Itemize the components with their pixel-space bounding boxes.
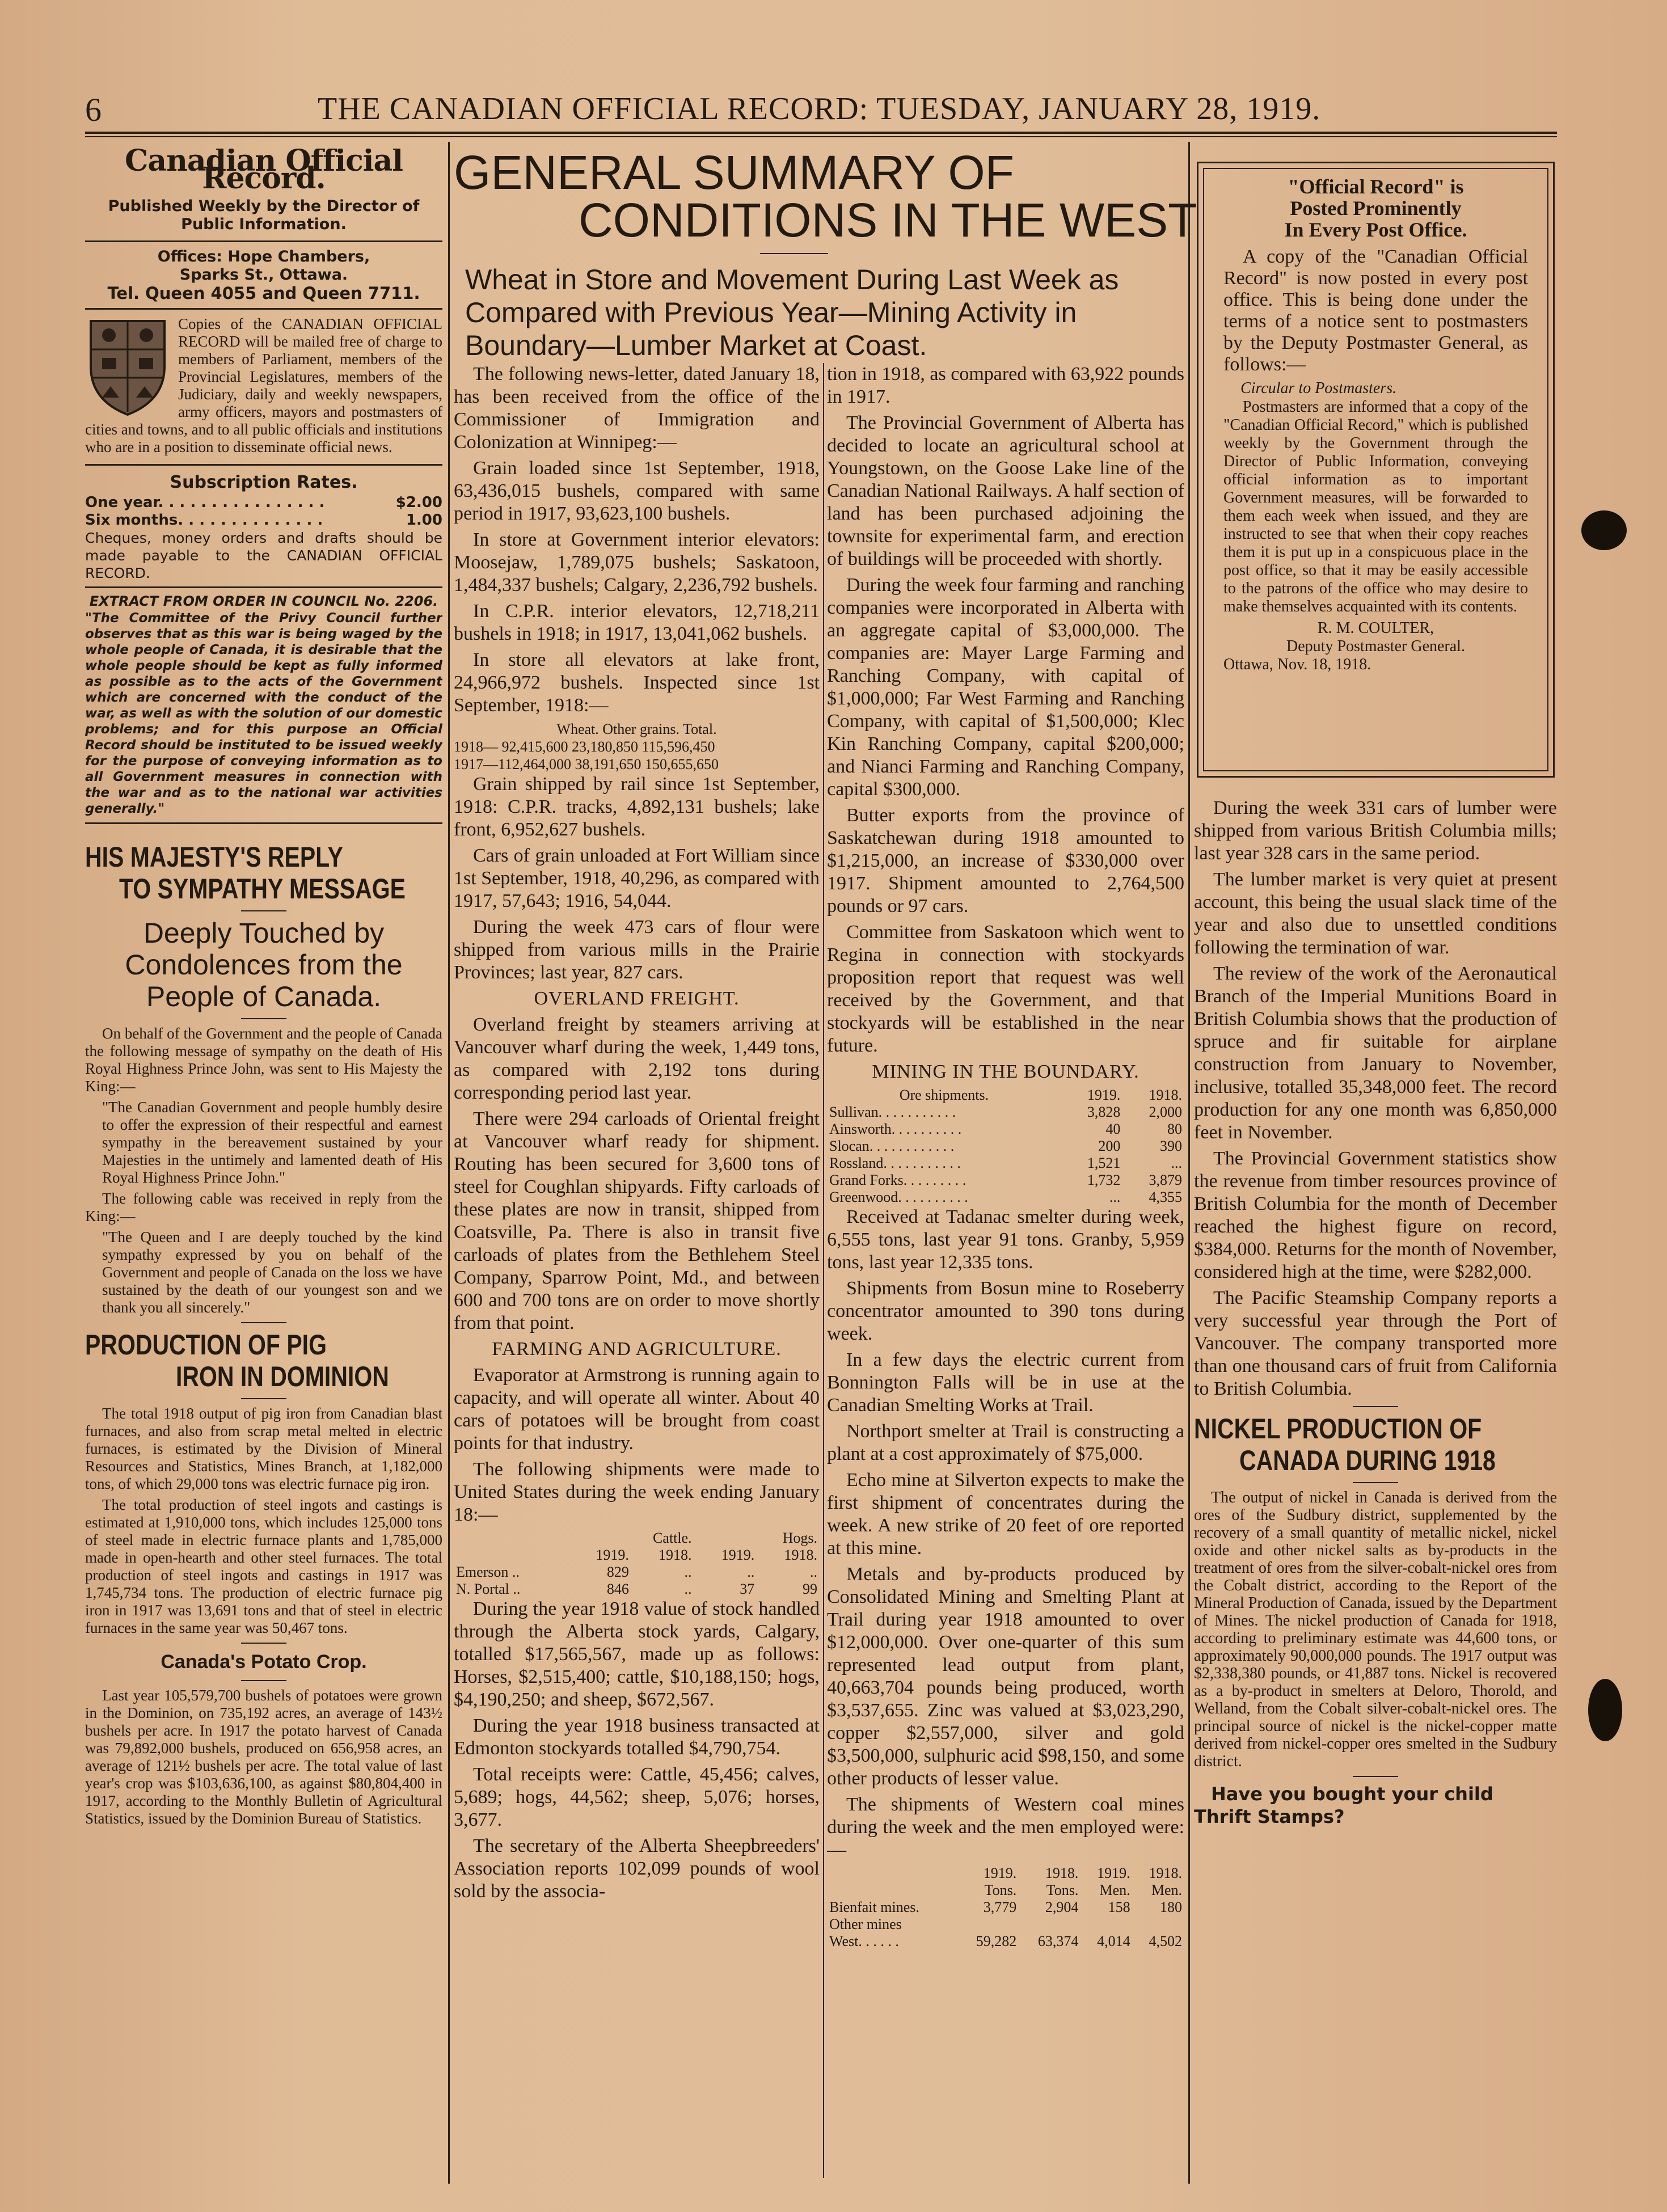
table-cell: Other mines [829,1916,902,1932]
subscription-price: $2.00 [395,494,442,511]
table-header [827,1087,1184,1104]
table-cell: 158 [1108,1899,1130,1915]
paragraph: Grain shipped by rail since 1st September, 1918: C.P.R. tracks, 4,892,131 bushels; lake front, 6,952,627 bushels. [454,774,820,840]
table-row [827,1104,1184,1121]
subscription-row [85,494,442,512]
table-cell: Grand Forks. . . . . . . . . [829,1172,967,1188]
table-cell: 4,014 [1097,1933,1130,1949]
table-cell: 63,374 [1037,1933,1079,1949]
table-cell: 4,355 [1149,1189,1182,1205]
paragraph: On behalf of the Government and the people of Canada the following message of sympathy on the death of His Royal Highness Prince John, was sent to His Majesty the King:— [85,1025,442,1095]
table-cell: 1918. [1149,1087,1182,1103]
paragraph: The shipments of Western coal mines during the week and the men employed were:— [827,1794,1184,1860]
coal-table [827,1865,1184,1950]
paragraph: The Pacific Steamship Company reports a very successful year through the Port of Vancouver. The company transported more than one thousand cars of fruit from California to British Columbia. [1194,1287,1557,1399]
paragraph: Grain loaded since 1st September, 1918, 63,436,015 bushels, compared with same period in 1917, 93,623,100 bushels. [454,458,820,524]
main-headline: GENERAL SUMMARY OF [454,149,1014,199]
table-cell: 3,828 [1087,1104,1121,1120]
table-row [454,1564,820,1581]
paragraph: During the year 1918 business transacted at Edmonton stockyards totalled $4,790,754. [454,1715,820,1759]
subscription-row [85,512,442,529]
table-cell: 40 [1105,1121,1121,1137]
published-line: Published Weekly by the Director of Public Information. [108,197,420,233]
paragraph: The review of the work of the Aeronautical Branch of the Imperial Munitions Board in British Columbia shows that the production of spruce and fir suitable for airplane construction from January to November, inclusive, totalled 35,348,000 feet. The record production for any one month was 6,850,000 feet in November. [1194,963,1557,1143]
table-header [827,1882,1184,1899]
notice-date: Ottawa, Nov. 18, 1918. [1223,656,1371,673]
table-cell: 1,521 [1087,1155,1121,1171]
table-cell: Cattle. [652,1530,692,1546]
column-divider [448,142,450,2184]
paragraph: "The Queen and I are deeply touched by the kind sympathy expressed by you on behalf of the Government and people of Canada on the loss we have sustained by the death of our youngest son and we thank you all sincerely." [102,1229,442,1316]
table-cell: 99 [803,1581,817,1597]
table-row [827,1189,1184,1206]
divider [85,464,442,466]
table-cell: 846 [606,1581,629,1597]
subscription-label: One year. . . . . . . . . . . . . . . . [85,494,325,511]
paragraph: Northport smelter at Trail is constructing a plant at a cost approximately of $75,000. [827,1421,1184,1464]
table-cell: 390 [1160,1138,1182,1154]
table-cell: .. [684,1581,692,1597]
cheques-note: Cheques, money orders and drafts should be made payable to the CANADIAN OFFICIAL RECORD. [85,530,442,581]
paragraph: In C.P.R. interior elevators, 12,718,211 bushels in 1918; in 1917, 13,041,062 bushels. [454,601,820,644]
circular-heading: Circular to Postmasters. [1240,379,1397,397]
paragraph: The lumber market is very quiet at present account, this being the usual slack time of the year and also due to unsettled conditions following the termination of war. [1194,869,1557,958]
table-cell: .. [747,1564,755,1580]
table-row [827,1172,1184,1189]
divider [760,253,828,254]
table-cell: 3,879 [1149,1172,1182,1188]
table-header [454,1530,820,1547]
table-row: 1917—112,464,000 38,191,650 150,655,650 [454,756,719,772]
subscription-price: 1.00 [406,512,442,529]
table-cell: 4,502 [1149,1933,1182,1949]
header-rule [85,132,1557,134]
article-heading: TO SYMPATHY MESSAGE [119,873,406,905]
divider [1353,1406,1398,1407]
column-divider [1188,142,1190,2184]
divider [1353,1776,1398,1777]
divider [241,1398,286,1399]
table-cell: 2,000 [1149,1104,1182,1120]
paragraph: "The Canadian Government and people humbly desire to offer the expression of their respectful and earnest sympathy in the bereavement sustained by your Majesties in the untimely and lamented death of His Royal Highness Prince John." [102,1099,442,1186]
paragraph: The following shipments were made to United States during the week ending January 18:— [454,1459,820,1525]
extract-heading: EXTRACT FROM ORDER IN COUNCIL No. 2206. [89,593,438,609]
left-column [85,149,442,2179]
telephone-line: Tel. Queen 4055 and Queen 7711. [107,284,420,303]
paragraph: Received at Tadanac smelter during week, 6,555 tons, last year 91 tons. Granby, 5,959 tons, last year 12,335 tons. [827,1206,1184,1273]
table-cell: Men. [1099,1882,1130,1898]
offices-line: Offices: Hope Chambers, [157,248,370,265]
section-heading: OVERLAND FREIGHT. [534,988,740,1009]
column-divider [823,363,824,2178]
paragraph: During the week four farming and ranching companies were incorporated in Alberta with an aggregate capital of $3,000,000. The companies are: Mayer Large Farming and Ranching Company, with capital of $1,000,000; Far West Farming and Ranching Company, with capital of $1,500,000; Klec Kin Ranching Company, capital $200,000; and Nianci Farming and Ranching Company, capital $300,000. [827,575,1184,800]
masthead-line: THE CANADIAN OFFICIAL RECORD: TUESDAY, JANUARY 28, 1919. [318,91,1321,126]
paragraph: Total receipts were: Cattle, 45,456; calves, 5,689; hogs, 44,562; sheep, 5,076; horses, 3,677. [454,1764,820,1830]
paragraph: Last year 105,579,700 bushels of potatoes were grown in the Dominion, on 735,192 acres, an average of 143½ bushels per acre. In 1917 the potato harvest of Canada was 79,892,000 bushels, produced on 656,958 acres, an average of 121½ bushels per acre. The total value of last year's crop was $103,636,100, as against $80,804,400 in 1917, according to the Monthly Bulletin of Agricultural Statistics, issued by the Dominion Bureau of Statistics. [85,1687,442,1827]
divider [241,1680,286,1681]
table-cell: .. [684,1564,692,1580]
table-cell: Tons. [1046,1882,1079,1898]
binder-hole [1588,1679,1622,1741]
paragraph: A copy of the "Canadian Official Record" is now posted in every post office. This is being done under the terms of a notice sent to postmasters by the Deputy Postmaster General, as follows:— [1223,246,1528,375]
table-cell: 1919. [1087,1087,1121,1103]
table-cell: West. . . . . . [829,1933,899,1949]
divider [85,308,442,310]
table-row [827,1916,1184,1933]
divider [85,240,442,242]
table-cell: Ore shipments. [899,1087,989,1103]
extract-body: "The Committee of the Privy Council further observes that as this war is being waged by the whole people of Canada, it is desirable that the whole people should be kept as fully informed as possible as to the acts of the Government which are concerned with the conduct of the war, as well as with the solution of our domestic problems; and for this purpose an Official Record should be instituted to be issued weekly for the purpose of conveying information as to all Government measures in connection with the war and as to the national war activities generally." [85,611,442,816]
article-heading: IRON IN DOMINION [176,1361,389,1392]
article-heading: CANADA DURING 1918 [1239,1445,1496,1476]
paper-title: Canadian Official Record. [125,149,403,196]
article-subheading: Deeply Touched by Condolences from the People of Canada. [125,917,403,1012]
divider [241,1643,286,1644]
cattle-table [454,1530,820,1598]
article-heading: NICKEL PRODUCTION OF [1194,1413,1482,1445]
page-number: 6 [85,91,102,128]
table-cell: Sullivan. . . . . . . . . . . [829,1104,956,1120]
table-cell: 3,779 [983,1899,1017,1915]
paragraph: Butter exports from the province of Saskatchewan during 1918 amounted to $1,215,000, an increase of $330,000 over 1917. Shipment amounted to 2,764,500 pounds or 97 cars. [827,805,1184,917]
paragraph: The total 1918 output of pig iron from Canadian blast furnaces, and also from scrap metal melted in electric furnaces, is estimated by the Division of Mineral Resources and Statistics, Mines Branch, at 1,182,000 tons, of which 29,000 tons was electric furnace pig iron. [85,1405,442,1492]
table-cell: Greenwood. . . . . . . . . . [829,1189,968,1205]
paragraph: In store all elevators at lake front, 24,966,972 bushels. Inspected since 1st September, 1918:— [454,649,820,716]
table-cell: 37 [740,1581,755,1597]
table-header [454,1547,820,1564]
table-cell: 1919. [721,1547,755,1563]
post-office-notice-box [1197,162,1555,778]
notice-heading: In Every Post Office. [1284,218,1467,241]
paragraph: Evaporator at Armstrong is running again to capacity, and will operate all winter. About 40 cars of potatoes will be brought from coast points for that industry. [454,1365,820,1454]
notice-heading: "Official Record" is [1288,175,1464,198]
table-cell: ... [1171,1155,1182,1171]
section-heading: MINING IN THE BOUNDARY. [872,1061,1140,1082]
table-header [827,1865,1184,1882]
thrift-stamps-line: Have you bought your child [1211,1783,1493,1805]
paragraph: The output of nickel in Canada is derived from the ores of the Sudbury district, supplemented by the recovery of a small quantity of metallic nickel, nickel oxide and other nickel salts as by-products in the treatment of ores from the silver-cobalt-nickel ores from the Cobalt district, according to the Report of the Mineral Production of Canada, issued by the Department of Mines. The nickel production of Canada for 1918, according to preliminary estimate was 44,600 tons, or approximately 90,000,000 pounds. The 1917 output was $2,338,380 pounds, or 41,887 tons. Nickel is recovered as a by-product in smelters at Deloro, Thorold, and Welland, from the Cobalt silver-cobalt-nickel ores. The principal source of nickel is the nickel-copper matte derived from nickel-copper ores smelted in the Sudbury district. [1194,1489,1557,1770]
subscription-label: Six months. . . . . . . . . . . . . . [85,512,323,529]
paragraph: Echo mine at Silverton expects to make the first shipment of concentrates during the week. A new strike of 20 feet of ore reported at this mine. [827,1470,1184,1559]
main-subheadline: Wheat in Store and Movement During Last Week as Compared with Previous Year—Mining Activity in Boundary—Lumber Market at Coast. [465,264,1119,361]
divider [241,1018,286,1019]
notice-heading: Posted Prominently [1290,197,1462,219]
main-headline: CONDITIONS IN THE WEST [579,193,1197,247]
table-row [827,1138,1184,1155]
table-cell: 1918. [659,1547,692,1563]
signature-title: Deputy Postmaster General. [1286,638,1465,655]
table-cell: 2,904 [1045,1899,1079,1915]
article-heading: HIS MAJESTY'S REPLY [85,841,343,873]
article-heading: PRODUCTION OF PIG [85,1329,327,1361]
paragraph: The total production of steel ingots and castings is estimated at 1,910,000 tons, which includes 125,000 tons of steel made in electric furnace plants and 1,785,000 made in open-hearth and other steel furnaces. The total production of steel ingots and castings in 1917 was 1,745,734 tons. The production of electric furnace pig iron in 1917 was 13,691 tons and that of steel in electric furnaces in the same year was 50,467 tons. [85,1496,442,1636]
table-row [827,1121,1184,1138]
table-cell: ... [1109,1189,1121,1205]
article-heading: Canada's Potato Crop. [161,1651,367,1673]
paragraph: Overland freight by steamers arriving at Vancouver wharf during the week, 1,449 tons, as compared with 2,192 tons during corresponding period last year. [454,1014,820,1103]
paragraph: tion in 1918, as compared with 63,922 pounds in 1917. [827,364,1184,407]
table-cell: 80 [1167,1121,1182,1137]
paragraph: Metals and by-products produced by Consolidated Mining and Smelting Plant at Trail during year 1918 amounted to over $12,000,000. Over one-quarter of this sum represented lead output from plant, 40,663,704 pounds being produced, worth $3,537,655. Zinc was valued at $3,023,290, copper $2,557,000, silver and gold $3,500,000, sulphuric acid $98,150, and some other products of lesser value. [827,1564,1184,1789]
table-row [827,1933,1184,1950]
table-cell: 1919. [596,1547,629,1563]
paragraph: In a few days the electric current from Bonnington Falls will be in use at the Canadian Smelting Works at Trail. [827,1349,1184,1416]
copies-text: Copies of the CANADIAN OFFICIAL RECORD will be mailed free of charge to members of Parliament, members of the Provincial Legislatures, members of the Judiciary, daily and weekly newspapers, army officers, mayors and postmasters of cities and towns, and to all public officials and institutions who are in a position to disseminate official news. [85,315,442,455]
divider [85,822,442,824]
table-cell: Bienfait mines. [829,1899,919,1915]
table-row: 1918— 92,415,600 23,180,850 115,596,450 [454,738,715,755]
divider [241,1322,286,1323]
section-heading: FARMING AND AGRICULTURE. [492,1339,782,1360]
table-cell: 59,282 [976,1933,1017,1949]
right-column [1194,797,1557,2181]
coat-of-arms-icon [85,315,170,417]
offices-line: Sparks St., Ottawa. [179,266,348,284]
paragraph: Cars of grain unloaded at Fort William since 1st September, 1918, 40,296, as compared with 1917, 57,643; 1916, 54,044. [454,845,820,911]
table-row [827,1899,1184,1916]
notice-inner-frame [1203,168,1548,771]
subscription-heading: Subscription Rates. [170,472,358,492]
table-cell: Rossland. . . . . . . . . . . [829,1155,961,1171]
paragraph: The Provincial Government statistics show the revenue from timber resources province of British Columbia for the month of December reached the highest figure on record, $384,000. Returns for the month of November, considered high at the time, were $282,000. [1194,1148,1557,1282]
divider [1353,1482,1398,1483]
center-column-b [827,363,1184,2178]
table-cell: 1918. [1045,1865,1079,1881]
table-cell: 829 [606,1564,629,1580]
paragraph: Shipments from Bosun mine to Roseberry concentrator amounted to 390 tons during week. [827,1278,1184,1344]
binder-hole [1581,510,1627,550]
paragraph: During the year 1918 value of stock handled through the Alberta stock yards, Calgary, totalled $17,565,567, made up as follows: Horses, $2,515,400; cattle, $10,188,150; hogs, $4,190,250; and sheep, $672,567. [454,1598,820,1710]
paragraph: The following news-letter, dated January 18, has been received from the office of the Commissioner of Immigration and Colonization at Winnipeg:— [454,364,820,453]
table-cell: Ainsworth. . . . . . . . . . [829,1121,962,1137]
table-cell: Men. [1151,1882,1182,1898]
table-cell: 1918. [784,1547,817,1563]
thrift-stamps-line: Thrift Stamps? [1194,1806,1345,1827]
center-column-a [454,363,820,2178]
table-cell: 1918. [1149,1865,1182,1881]
table-cell: 1,732 [1087,1172,1121,1188]
header-rule-thin [85,136,1557,137]
paragraph: The Provincial Government of Alberta has decided to locate an agricultural school at Youngstown, on the Goose Lake line of the Canadian National Railways. A half section of land has been purchased adjoining the townsite for experimental farm, and erection of buildings will be proceeded with shortly. [827,412,1184,569]
table-cell: Slocan. . . . . . . . . . . . [829,1138,955,1154]
table-cell: 1919. [983,1865,1017,1881]
table-cell: Emerson .. [456,1564,520,1580]
paragraph: In store at Government interior elevators: Moosejaw, 1,789,075 bushels; Saskatoon, 1,484,337 bushels; Calgary, 2,236,792 bushels. [454,529,820,596]
paragraph: The following cable was received in reply from the King:— [85,1190,442,1225]
divider [241,910,286,911]
table-cell: Hogs. [782,1530,817,1546]
table-cell: 1919. [1097,1865,1130,1881]
table-cell: N. Portal .. [456,1581,521,1597]
table-row [454,1581,820,1598]
paragraph: The secretary of the Alberta Sheepbreeders' Association reports 102,099 pounds of wool sold by the associa- [454,1835,820,1902]
table-cell: .. [810,1564,817,1580]
copies-notice [85,315,442,456]
paragraph: Committee from Saskatoon which went to Regina in connection with stockyards proposition report that request was well received by the Government, and that stockyards will be established in the near future. [827,922,1184,1056]
table-header: Wheat. Other grains. Total. [556,721,717,737]
paragraph: During the week 331 cars of lumber were shipped from various British Columbia mills; last year 328 cars in the same period. [1194,797,1557,864]
table-cell: 180 [1160,1899,1182,1915]
paragraph: There were 294 carloads of Oriental freight at Vancouver wharf ready for shipment. Routing has been secured for 3,600 tons of steel for Coughlan shipyards. Fifty carloads of these plates are now in transit, shipped from Coatsville, Pa. There is also in transit five carloads of plates from the Bethlehem Steel Company, Sparrow Point, Md., and between 600 and 700 tons are on order to move shortly from that point. [454,1108,820,1333]
table-cell: Tons. [984,1882,1017,1898]
table-row [827,1155,1184,1172]
paragraph: Postmasters are informed that a copy of the "Canadian Official Record," which is published weekly by the Government through the Director of Public Information, conveying official information as to important Government measures, will be forwarded to them each week when issued, and they are instructed to see that when their copy reaches them it is put up in a conspicuous place in the post office, so that it may be easily accessible to the patrons of the office who may desire to make themselves acquainted with its contents. [1223,398,1528,615]
ore-shipments-table [827,1087,1184,1206]
signature: R. M. COULTER, [1317,619,1434,637]
divider [85,586,442,588]
paragraph: During the week 473 cars of flour were shipped from various mills in the Prairie Provinces; last year, 827 cars. [454,917,820,983]
table-cell: 200 [1098,1138,1121,1154]
